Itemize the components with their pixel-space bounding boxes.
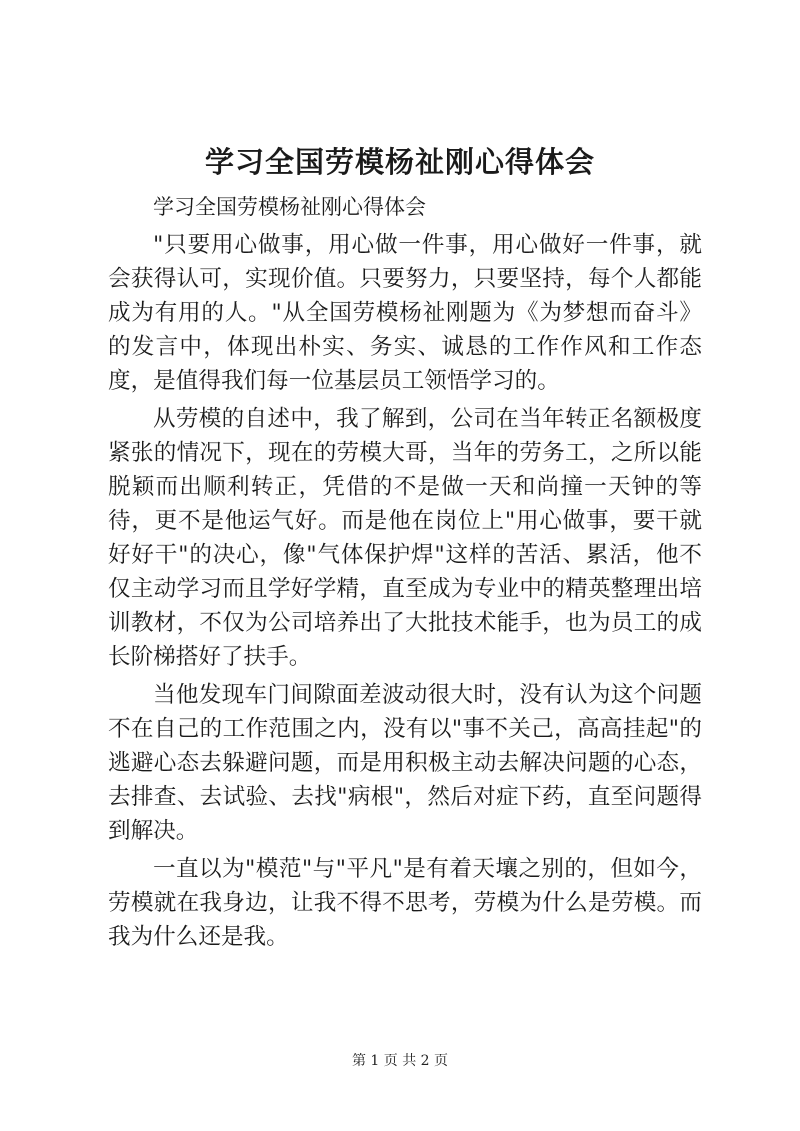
paragraph-3: 当他发现车门间隙面差波动很大时，没有认为这个问题不在自己的工作范围之内，没有以"事不关己，高高挂起"的逃避心态去躲避问题，而是用积极主动去解决问题的心态，去排查、去试验、去找"病根"，然后对症下药，直至问题得到解决。	[108, 682, 702, 844]
paragraph-1: "只要用心做事，用心做一件事，用心做好一件事，就会获得认可，实现价值。只要努力，只要坚持，每个人都能成为有用的人。"从全国劳模杨祉刚题为《为梦想而奋斗》的发言中，体现出朴实、务实、诚恳的工作作风和工作态度，是值得我们每一位基层员工领悟学习的。	[108, 232, 702, 394]
page-footer: 第 1 页 共 2 页	[351, 1053, 449, 1069]
paragraph-2: 从劳模的自述中，我了解到，公司在当年转正名额极度紧张的情况下，现在的劳模大哥，当年的劳务工，之所以能脱颖而出顺利转正，凭借的不是做一天和尚撞一天钟的等待，更不是他运气好。而是他在岗位上"用心做事，要干就好好干"的决心，像"气体保护焊"这样的苦活、累活，他不仅主动学习而且学好学精，直至成为专业中的精英整理出培训教材，不仅为公司培养出了大批技术能手，也为员工的成长阶梯搭好了扶手。	[108, 406, 702, 670]
document-subtitle: 学习全国劳模杨祉刚心得体会	[153, 195, 426, 219]
document-body	[108, 190, 702, 954]
paragraph-4: 一直以为"模范"与"平凡"是有着天壤之别的，但如今，劳模就在我身边，让我不得不思考，劳模为什么是劳模。而我为什么还是我。	[108, 856, 702, 950]
document-title: 学习全国劳模杨祉刚心得体会	[204, 145, 595, 179]
